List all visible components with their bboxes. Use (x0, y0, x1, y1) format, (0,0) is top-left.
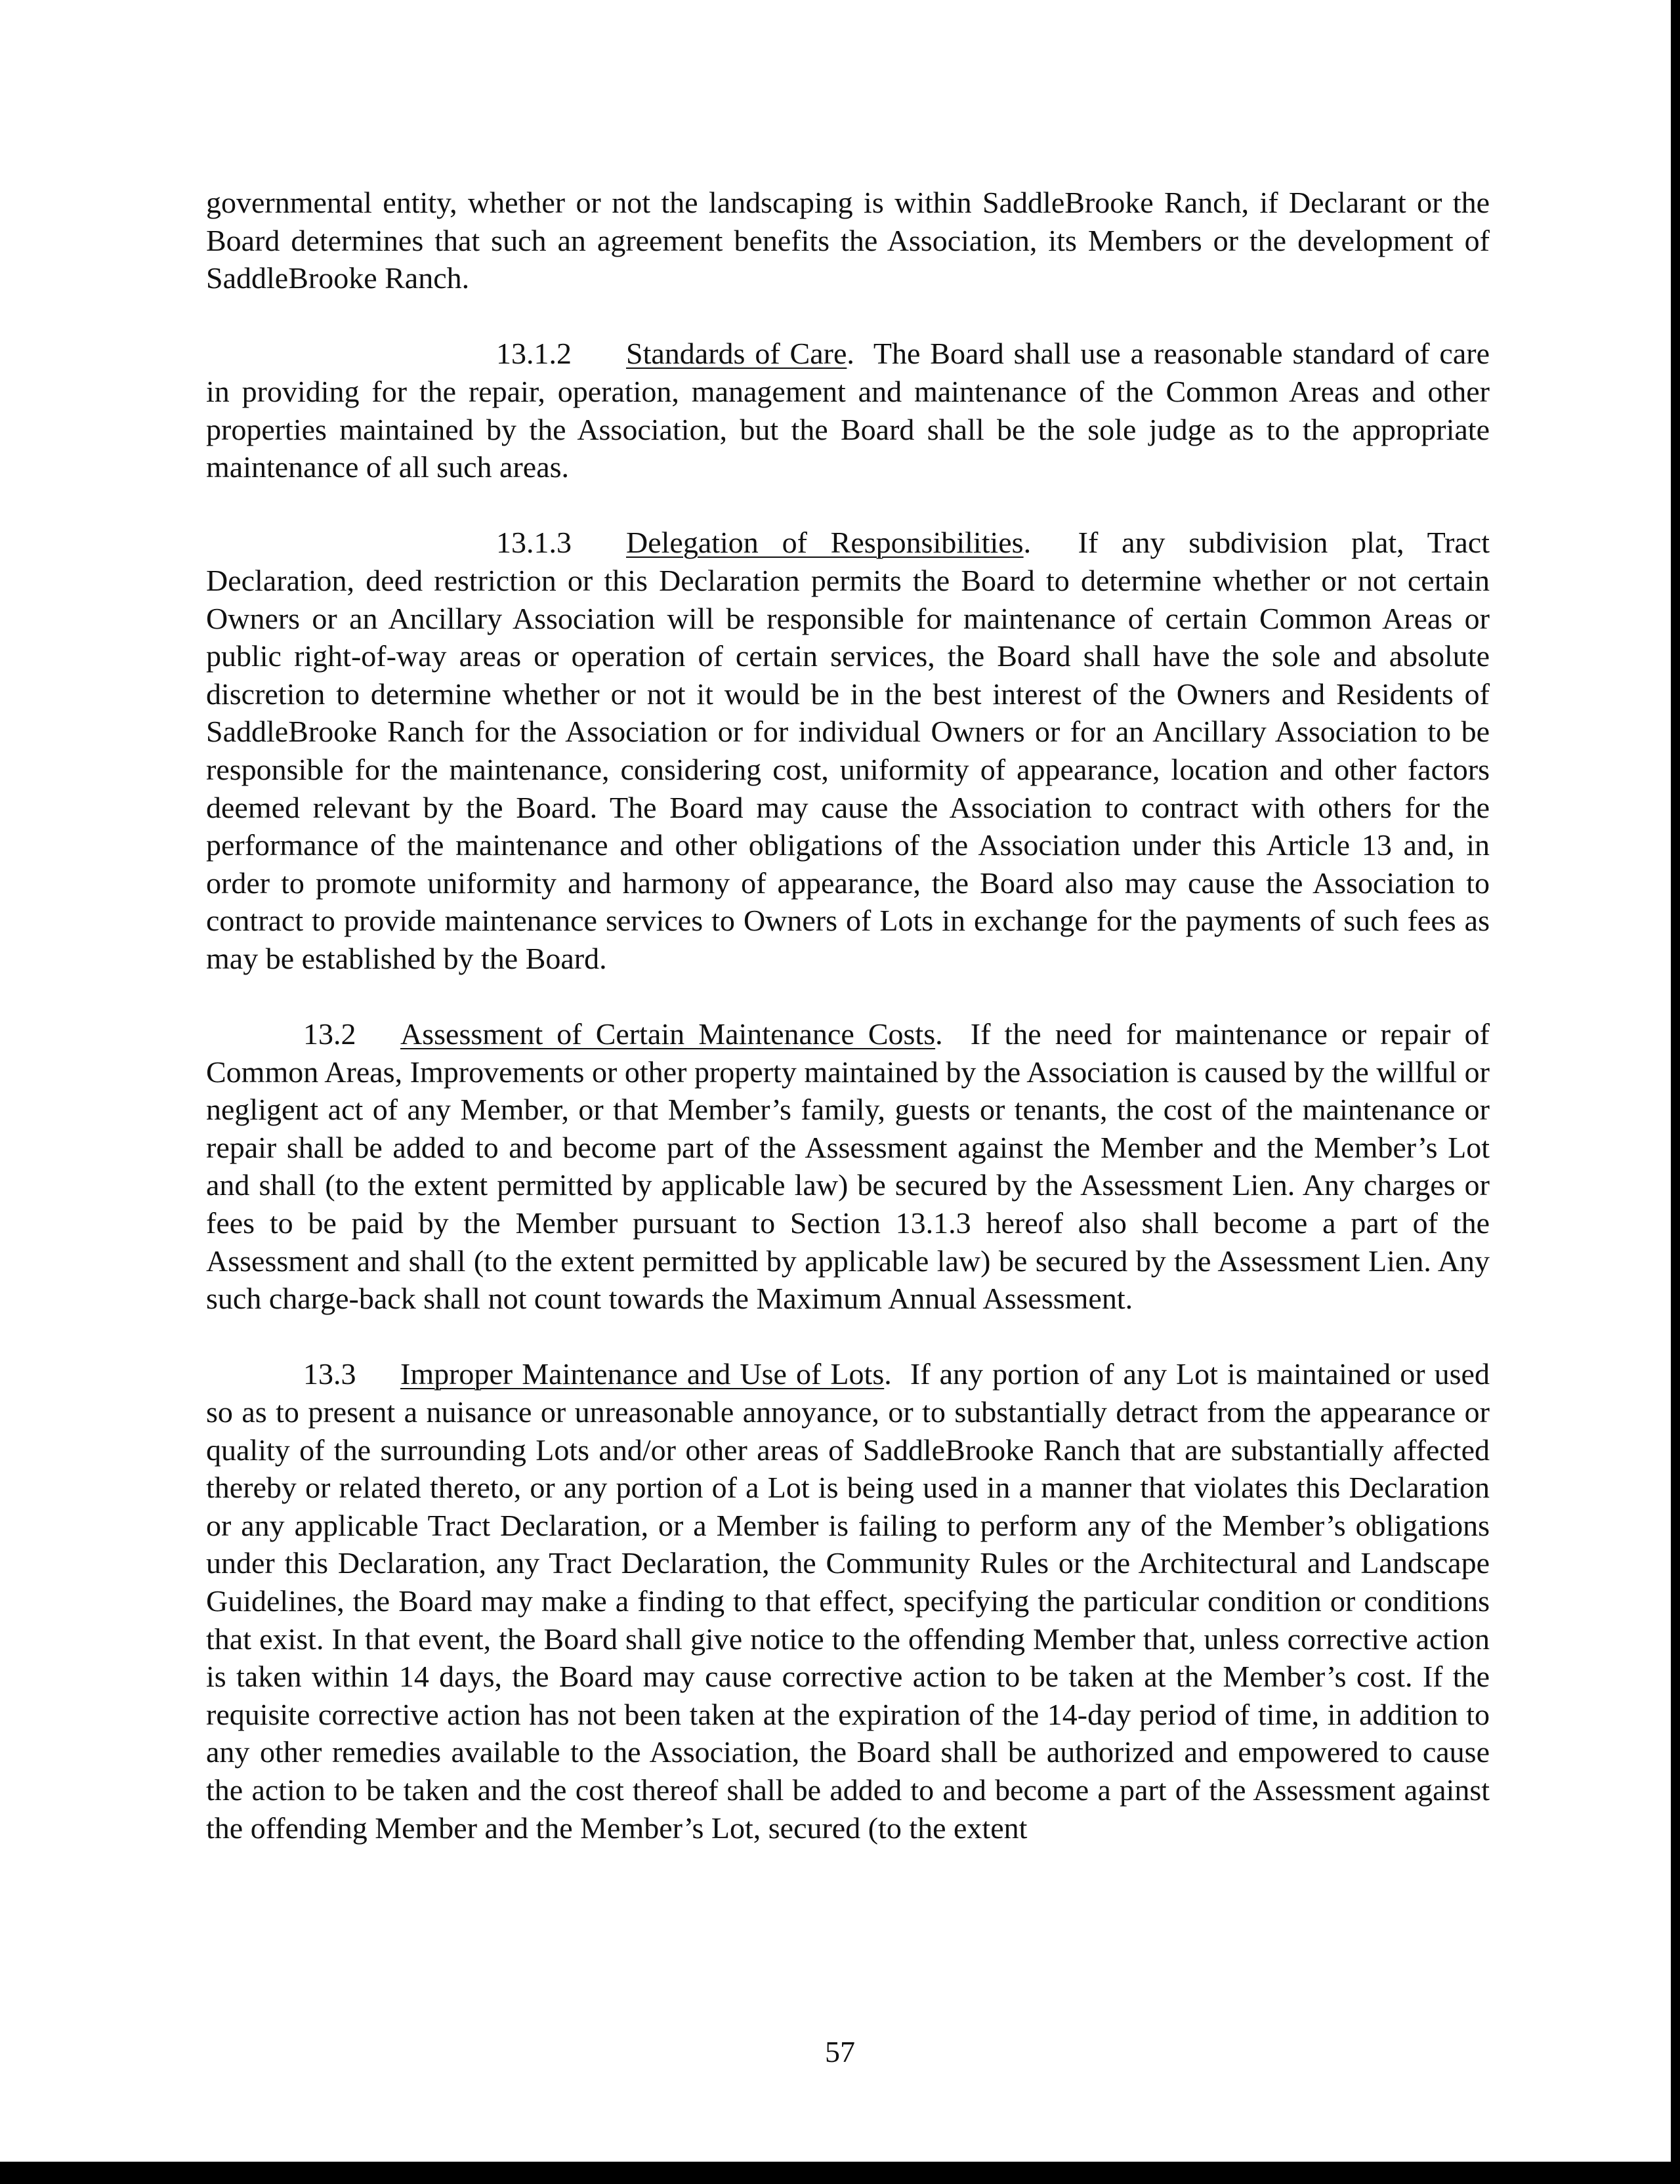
section-heading: Improper Maintenance and Use of Lots (400, 1357, 885, 1391)
section-number: 13.1.2 (496, 337, 572, 371)
section-number: 13.2 (303, 1017, 356, 1051)
section-heading: Delegation of Responsibilities (626, 526, 1024, 560)
section-number: 13.1.3 (496, 526, 572, 560)
heading-period: . (884, 1357, 892, 1391)
scan-border-right (1671, 0, 1680, 2184)
continuation-paragraph: governmental entity, whether or not the landscaping is within SaddleBrooke Ranch, if Declarant or the Board determines that such an agreement benefits the Association, its Members or the development of SaddleBrooke Ranch. (206, 186, 1490, 295)
scan-border-bottom (0, 2162, 1680, 2184)
section-13-3 (206, 1355, 1490, 1847)
heading-period: . (847, 337, 854, 371)
section-body: If any subdivision plat, Tract Declaration, deed restriction or this Declaration permits the Board to determine whether or not certain Owners or an Ancillary Association will be responsible for maintenance of certain Common Areas or public right-of-way areas or operation of certain services, the Board shall have the sole and absolute discretion to determine whether or not it would be in the best interest of the Owners and Residents of SaddleBrooke Ranch for the Association or for individual Owners or for an Ancillary Association to be responsible for the maintenance, considering cost, uniformity of appearance, location and other factors deemed relevant by the Board. The Board may cause the Association to contract with others for the performance of the maintenance and other obligations of the Association under this Article 13 and, in order to promote uniformity and harmony of appearance, the Board also may cause the Association to contract to provide maintenance services to Owners of Lots in exchange for the payments of such fees as may be established by the Board. (206, 526, 1490, 975)
section-13-1-2 (206, 335, 1490, 486)
heading-period: . (935, 1017, 943, 1051)
page-number: 57 (825, 2035, 855, 2068)
section-13-1-3 (206, 524, 1490, 977)
heading-period: . (1023, 526, 1032, 560)
page-body (206, 184, 1490, 1885)
section-body: The Board shall use a reasonable standard of care in providing for the repair, operation, management and maintenance of the Common Areas and other properties maintained by the Association, but the Board shall be the sole judge as to the appropriate maintenance of all such areas. (206, 337, 1490, 484)
section-body: If the need for maintenance or repair of Common Areas, Improvements or other property maintained by the Association is caused by the willful or negligent act of any Member, or that Member’s family, guests or tenants, the cost of the maintenance or repair shall be added to and become part of the Assessment against the Member and the Member’s Lot and shall (to the extent permitted by applicable law) be secured by the Assessment Lien. Any charges or fees to be paid by the Member pursuant to Section 13.1.3 hereof also shall become a part of the Assessment and shall (to the extent permitted by applicable law) be secured by the Assessment Lien. Any such charge-back shall not count towards the Maximum Annual Assessment. (206, 1017, 1490, 1316)
section-13-2 (206, 1015, 1490, 1318)
section-number: 13.3 (303, 1357, 356, 1391)
section-heading: Standards of Care (626, 337, 847, 371)
section-body: If any portion of any Lot is maintained or used so as to present a nuisance or unreasonable annoyance, or to substantially detract from the appearance or quality of the surrounding Lots and/or other areas of SaddleBrooke Ranch that are substantially affected thereby or related thereto, or any portion of a Lot is being used in a manner that violates this Declaration or any applicable Tract Declaration, or a Member is failing to perform any of the Member’s obligations under this Declaration, any Tract Declaration, the Community Rules or the Architectural and Landscape Guidelines, the Board may make a finding to that effect, specifying the particular condition or conditions that exist. In that event, the Board shall give notice to the offending Member that, unless corrective action is taken within 14 days, the Board may cause corrective action to be taken at the Member’s cost. If the requisite corrective action has not been taken at the expiration of the 14-day period of time, in addition to any other remedies available to the Association, the Board shall be authorized and empowered to cause the action to be taken and the cost thereof shall be added to and become a part of the Assessment against the offending Member and the Member’s Lot, secured (to the extent (206, 1357, 1490, 1845)
section-heading: Assessment of Certain Maintenance Costs (400, 1017, 936, 1051)
